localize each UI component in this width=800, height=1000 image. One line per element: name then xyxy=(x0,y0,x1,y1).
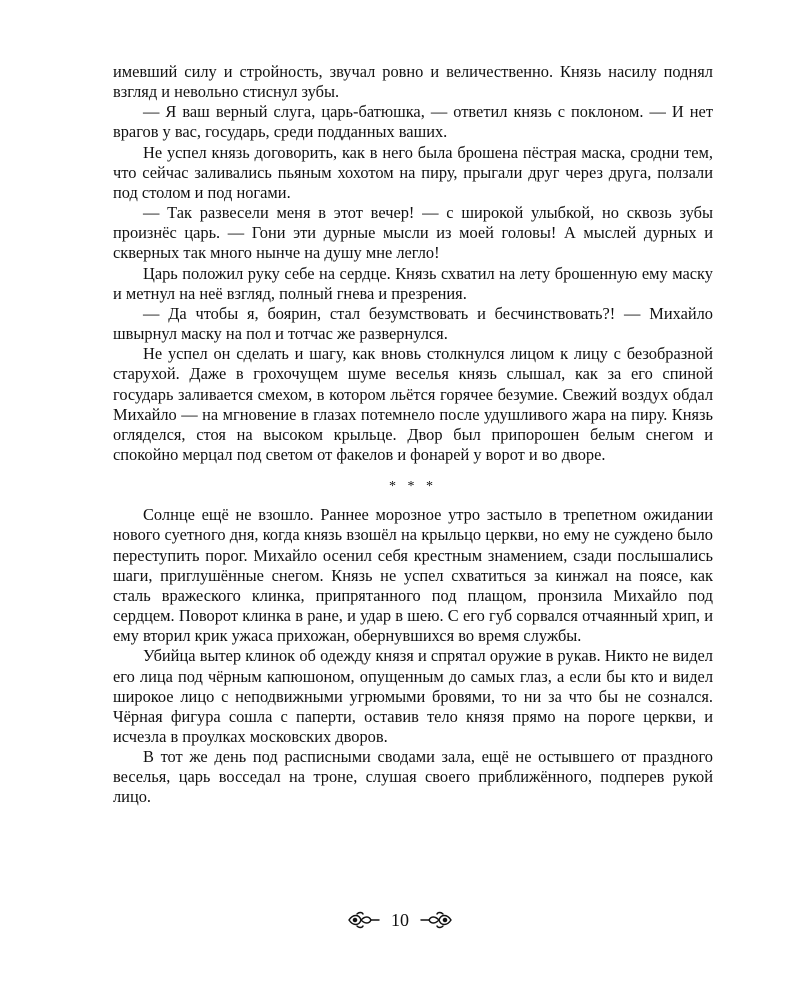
paragraph-10: В тот же день под расписными сводами зала, ещё не остывшего от праздного веселья, царь восседал на троне, слушая своего приближённого, подперев рукой лицо. xyxy=(113,747,713,807)
paragraph-3: Не успел князь договорить, как в него была брошена пёстрая маска, сродни тем, что сейчас заливались пьяным хохотом на пиру, прыгали друг через друга, ползали под столом и под ногами. xyxy=(113,142,713,202)
right-fleuron-icon xyxy=(419,911,453,929)
paragraph-6: — Да чтобы я, боярин, стал безумствовать и бесчинствовать?! — Михайло швырнул маску на пол и тотчас же развернулся. xyxy=(113,303,713,344)
section-separator: * * * xyxy=(389,479,437,495)
paragraph-8: Солнце ещё не взошло. Раннее морозное утро застыло в трепетном ожидании нового суетного дня, когда князь взошёл на крыльцо церкви, но ему не суждено было переступить порог. Михайло осенил себя крестным знамением, сзади послышались шаги, приглушённые снегом. Князь не успел схватиться за кинжал на поясе, как сталь вражеского клинка, припрятанного под плащом, пронзила Михайло под сердцем. Поворот клинка в ране, и удар в шею. С его губ сорвался отчаянный хрип, и ему вторил крик ужаса прихожан, обернувшихся во время службы. xyxy=(113,505,713,646)
paragraph-1: имевший силу и стройность, звучал ровно и величественно. Князь насилу поднял взгляд и невольно стиснул зубы. xyxy=(113,62,713,102)
paragraph-9: Убийца вытер клинок об одежду князя и спрятал оружие в рукав. Никто не видел его лица под чёрным капюшоном, опущенным до самых глаз, а если бы кто и видел широкое лицо с неподвижными угрюмыми бровями, то ни за что бы не сознался. Чёрная фигура сошла с паперти, оставив тело князя прямо на пороге церкви, и исчезла в проулках московских дворов. xyxy=(113,646,713,746)
body-text xyxy=(113,62,713,808)
left-fleuron-icon xyxy=(347,911,381,929)
paragraph-4: — Так развесели меня в этот вечер! — с широкой улыбкой, но сквозь зубы произнёс царь. — Гони эти дурные мысли из моей головы! А мыслей дурных и скверных так много нынче на душу мне легло! xyxy=(113,203,713,263)
paragraph-5: Царь положил руку себе на сердце. Князь схватил на лету брошенную ему маску и метнул на неё взгляд, полный гнева и презрения. xyxy=(113,263,713,303)
paragraph-2: — Я ваш верный слуга, царь-батюшка, — ответил князь с поклоном. — И нет врагов у вас, государь, среди подданных ваших. xyxy=(113,102,713,142)
page-footer xyxy=(0,908,800,932)
paragraph-7: Не успел он сделать и шагу, как вновь столкнулся лицом к лицу с безобразной старухой. Даже в грохочущем шуме веселья князь слышал, как за его спиной государь заливается смехом, в котором льётся горячее безумие. Свежий воздух обдал Михайло — на мгновение в глазах потемнело после удушливого жара на пиру. Князь огляделся, стоя на высоком крыльце. Двор был припорошен белым снегом и спокойно мерцал под светом от факелов и фонарей у ворот и во дворе. xyxy=(113,344,713,464)
page-number: 10 xyxy=(391,910,409,930)
